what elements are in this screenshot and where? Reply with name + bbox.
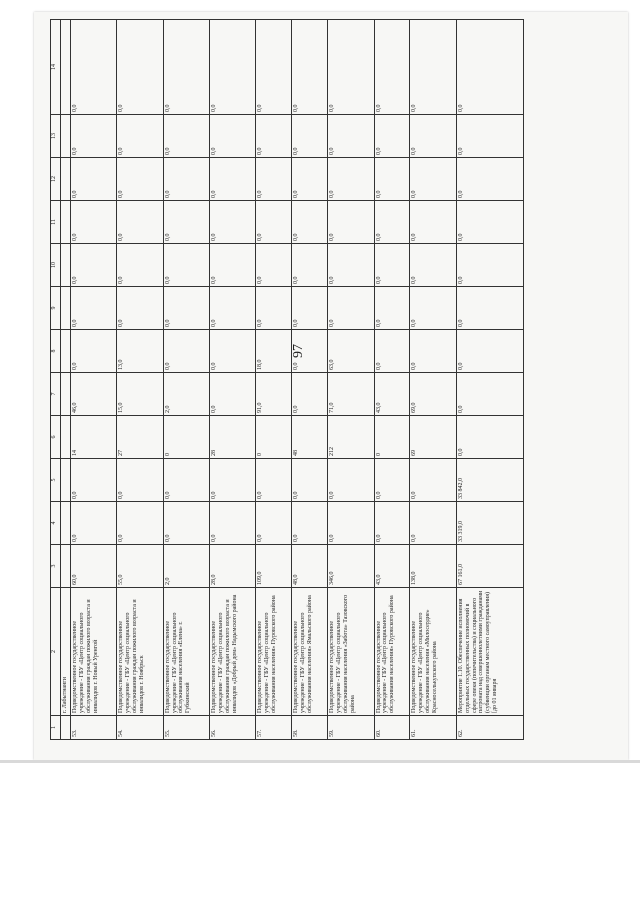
table-cell: Подведомственное государственное учреждение - ГБУ «Центр социального обслуживания населения» Пуровского района (374, 588, 410, 716)
table-cell: 109,0 (256, 545, 292, 588)
table-cell: 57. (256, 716, 292, 740)
table-cell: 0,0 (163, 244, 209, 287)
table-cell: 0,0 (292, 115, 328, 158)
table-cell: 60. (374, 716, 410, 740)
table-cell: 13,0 (117, 330, 163, 373)
header-cell: 4 (51, 502, 61, 545)
table-row (456, 20, 523, 740)
table-cell: Подведомственное государственное учреждение - ГБУ «Центр социального обслуживания граждан пожилого возраста и инвалидов «Добрый дом» Надымского района (210, 588, 256, 716)
table-cell: Подведомственное государственное учреждение - ГБУ «Центр социального обслуживания населения» Ямальского района (292, 588, 328, 716)
table-cell (61, 115, 71, 158)
table-cell: 0,0 (292, 287, 328, 330)
table-cell: 0,0 (292, 373, 328, 416)
table-cell: 0,0 (456, 20, 523, 115)
table-cell: 71,0 (328, 373, 374, 416)
header-row (51, 20, 61, 740)
table-cell: 0,0 (374, 287, 410, 330)
table-cell: 55. (163, 716, 209, 740)
table-cell: 0,0 (163, 115, 209, 158)
table-cell (61, 502, 71, 545)
table-cell: 59. (328, 716, 374, 740)
table-cell: 53. (71, 716, 117, 740)
table-cell: 0,0 (163, 158, 209, 201)
page-number: 97 (291, 344, 306, 358)
table-cell (61, 459, 71, 502)
table-cell: 56. (210, 716, 256, 740)
table-cell: 0,0 (210, 20, 256, 115)
table-cell: 58. (292, 716, 328, 740)
table-cell: 0,0 (117, 244, 163, 287)
table-cell: 0,0 (328, 244, 374, 287)
table-cell: 0,0 (163, 201, 209, 244)
table-cell: 212 (328, 416, 374, 459)
table-cell: 43,0 (374, 545, 410, 588)
table-row (292, 20, 328, 740)
table-cell: 0,0 (117, 115, 163, 158)
table-cell: 0,0 (256, 244, 292, 287)
table-cell: 0,0 (117, 459, 163, 502)
table-cell: 0,0 (292, 244, 328, 287)
table-cell: 0,0 (163, 287, 209, 330)
table-cell: 138,0 (410, 545, 456, 588)
table-cell (61, 158, 71, 201)
table-cell: 0,0 (71, 502, 117, 545)
table-cell: 0,0 (210, 459, 256, 502)
table-cell: 62. (456, 716, 523, 740)
table-cell: 0,0 (292, 330, 328, 373)
table-cell: 48,0 (292, 545, 328, 588)
header-cell: 13 (51, 115, 61, 158)
table-cell: 0,0 (374, 158, 410, 201)
table-cell: 69,0 (410, 373, 456, 416)
table-cell: Подведомственное государственное учреждение - ГБУ «Центр социального обслуживания граждан пожилого возраста и инвалидов г. Новый Уренгой (71, 588, 117, 716)
table-cell: 0,0 (456, 115, 523, 158)
table-cell: 0,0 (456, 287, 523, 330)
table-cell (61, 287, 71, 330)
data-table (50, 19, 524, 740)
table-cell: 33 319,0 (456, 502, 523, 545)
table-cell: 18,0 (256, 330, 292, 373)
header-cell: 2 (51, 588, 61, 716)
header-cell: 1 (51, 716, 61, 740)
table-cell: 0,0 (117, 502, 163, 545)
table-row (163, 20, 209, 740)
table-row (210, 20, 256, 740)
table-cell: 0,0 (256, 502, 292, 545)
table-cell: Подведомственное государственное учреждение - ГБУ «Центр социального обслуживания населения «Забота» Тазовского района (328, 588, 374, 716)
table-cell: 0,0 (456, 201, 523, 244)
header-cell: 3 (51, 545, 61, 588)
table-cell: Подведомственное государственное учреждение - ГБУ «Центр социального обслуживания населения «Елена» г. Губкинский (163, 588, 209, 716)
table-cell: 0,0 (256, 20, 292, 115)
table-cell: 0,0 (374, 201, 410, 244)
table-cell: 0,0 (292, 502, 328, 545)
table-cell (61, 545, 71, 588)
table-cell: 0,0 (71, 330, 117, 373)
table-cell: 0,0 (456, 373, 523, 416)
table-cell: 0,0 (410, 330, 456, 373)
table-cell: 54. (117, 716, 163, 740)
table-cell: 0,0 (328, 502, 374, 545)
table-cell: 0,0 (163, 20, 209, 115)
table-cell (61, 716, 71, 740)
table-cell: 0,0 (292, 158, 328, 201)
header-cell: 11 (51, 201, 61, 244)
table-cell (61, 20, 71, 115)
header-cell: 9 (51, 287, 61, 330)
table-cell: 28 (210, 416, 256, 459)
table-cell: 0,0 (256, 158, 292, 201)
table-cell: 0,0 (210, 502, 256, 545)
table-cell: 0,0 (410, 20, 456, 115)
table-cell: 0,0 (410, 244, 456, 287)
table-cell (61, 244, 71, 287)
table-cell: 0,0 (328, 158, 374, 201)
table-cell: 0,0 (210, 244, 256, 287)
table-cell: Подведомственное государственное учреждение - ГБУ «Центр социального обслуживания населения» Пуровского района (256, 588, 292, 716)
table-cell: 0,0 (374, 330, 410, 373)
table-cell: 0,0 (456, 330, 523, 373)
table-cell: 0,0 (374, 20, 410, 115)
table-cell: 55,0 (117, 545, 163, 588)
table-cell: 0 (374, 416, 410, 459)
table-cell: 0,0 (256, 201, 292, 244)
table-cell: 91,0 (256, 373, 292, 416)
table-cell: 0,0 (456, 158, 523, 201)
table-cell: 0,0 (71, 287, 117, 330)
table-cell: 0,0 (210, 115, 256, 158)
table-cell: 0,0 (328, 20, 374, 115)
table-cell: 0,0 (328, 201, 374, 244)
table-cell: Мероприятие 1.10. Обеспечение исполнения отдельных государственных полномочий в сфере опеки (попечительства) и социального патроната над совершеннолетними гражданами (субвенции органам местного самоуправления) [до 01 января (456, 588, 523, 716)
table-cell: 0,0 (210, 373, 256, 416)
table-cell: 0,0 (410, 115, 456, 158)
table-cell: 0,0 (210, 287, 256, 330)
table-cell: 0,0 (328, 459, 374, 502)
table-cell: 0,0 (410, 502, 456, 545)
header-cell: 7 (51, 373, 61, 416)
table-row (71, 20, 117, 740)
table-cell: 0,0 (410, 201, 456, 244)
table-cell: 0,0 (256, 115, 292, 158)
table-row (328, 20, 374, 740)
table-cell: 0,0 (292, 459, 328, 502)
table-cell: 0,0 (210, 330, 256, 373)
table-cell: 0,0 (328, 287, 374, 330)
table-cell: 0,0 (163, 330, 209, 373)
table-row (374, 20, 410, 740)
table-cell: 2,0 (163, 545, 209, 588)
table-row (256, 20, 292, 740)
table-cell: 0,0 (256, 459, 292, 502)
table-cell: 0,0 (163, 502, 209, 545)
table-cell: 0,0 (374, 244, 410, 287)
table-cell: 0,0 (210, 201, 256, 244)
header-cell: 14 (51, 20, 61, 115)
table-cell: 61. (410, 716, 456, 740)
table-cell: 0,0 (456, 416, 523, 459)
table-cell: 0,0 (292, 201, 328, 244)
table-cell: 0,0 (410, 459, 456, 502)
rotated-table (50, 20, 524, 740)
table-cell: 0,0 (71, 158, 117, 201)
table-cell: 48 (292, 416, 328, 459)
table-cell: 0,0 (410, 158, 456, 201)
table-cell: 0,0 (117, 287, 163, 330)
table-cell: 67 161,0 (456, 545, 523, 588)
table-cell: 60,0 (71, 545, 117, 588)
table-cell: 0,0 (71, 244, 117, 287)
table-cell: 43,0 (374, 373, 410, 416)
table-cell: 0,0 (374, 115, 410, 158)
table-cell: 0,0 (256, 287, 292, 330)
table-cell: 69 (410, 416, 456, 459)
table-cell: 0,0 (117, 158, 163, 201)
table-cell: 0,0 (71, 459, 117, 502)
header-cell: 6 (51, 416, 61, 459)
table-cell: 0,0 (456, 244, 523, 287)
table-cell: 2,0 (163, 373, 209, 416)
table-cell (61, 330, 71, 373)
table-cell: 46,0 (71, 373, 117, 416)
table-row (410, 20, 456, 740)
table-cell: 0,0 (71, 115, 117, 158)
table-cell: 63,0 (328, 330, 374, 373)
table-cell: 0,0 (210, 158, 256, 201)
table-cell: 0,0 (117, 201, 163, 244)
table-cell: 0,0 (374, 459, 410, 502)
table-cell: 0,0 (163, 459, 209, 502)
table-cell: 28,0 (210, 545, 256, 588)
header-cell: 12 (51, 158, 61, 201)
table-cell: 15,0 (117, 373, 163, 416)
table-cell (61, 416, 71, 459)
table-cell (61, 201, 71, 244)
continuation-row (61, 20, 71, 740)
table-cell: Подведомственное государственное учреждение - ГБУ «Центр социального обслуживания граждан пожилого возраста и инвалидов г. Ноябрьск (117, 588, 163, 716)
scan-edge (0, 760, 640, 763)
table-cell: 0,0 (71, 20, 117, 115)
table-cell: 0 (256, 416, 292, 459)
header-cell: 10 (51, 244, 61, 287)
table-cell: 33 842,0 (456, 459, 523, 502)
header-cell: 5 (51, 459, 61, 502)
table-cell: Подведомственное государственное учреждение - ГБУ «Центр социального обслуживания населения «Милосердие» Красноселькупского района (410, 588, 456, 716)
table-cell: 27 (117, 416, 163, 459)
table-row (117, 20, 163, 740)
table-cell: 0,0 (71, 201, 117, 244)
table-cell: 0,0 (117, 20, 163, 115)
table-cell: г. Лабытнанги (61, 588, 71, 716)
rotated-table-wrapper (50, 20, 524, 740)
table-cell: 0,0 (292, 20, 328, 115)
table-cell: 14 (71, 416, 117, 459)
header-cell: 8 (51, 330, 61, 373)
table-cell: 0,0 (328, 115, 374, 158)
table-cell: 0,0 (410, 287, 456, 330)
table-cell (61, 373, 71, 416)
table-cell: 346,0 (328, 545, 374, 588)
table-cell: 0,0 (374, 502, 410, 545)
table-cell: 0 (163, 416, 209, 459)
